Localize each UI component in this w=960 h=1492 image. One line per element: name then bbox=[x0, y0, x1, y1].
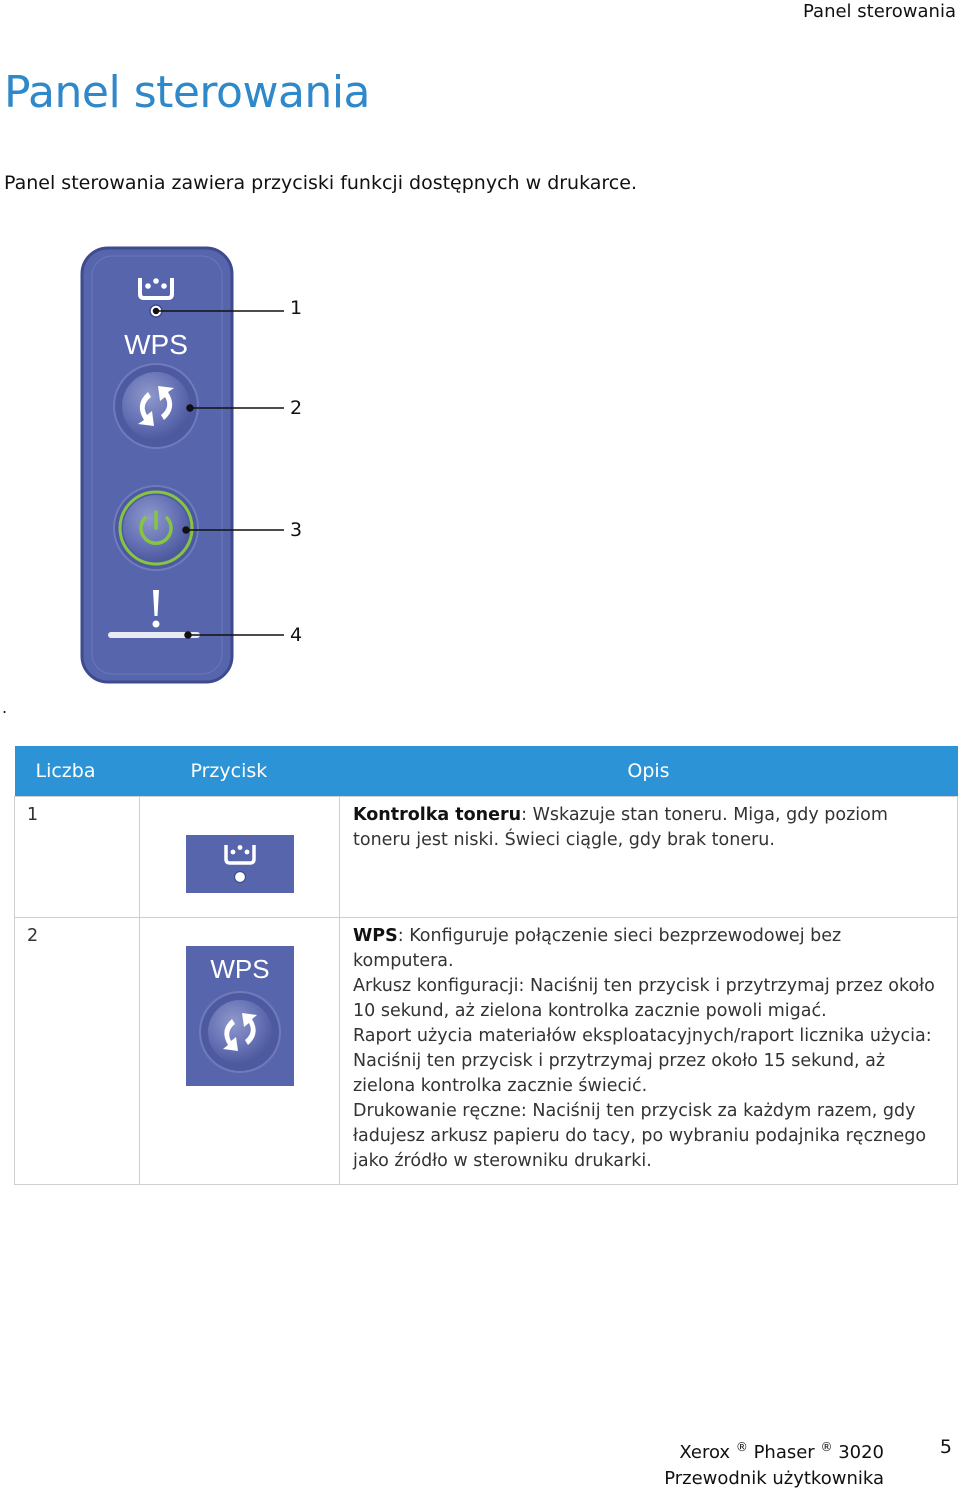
table-row bbox=[15, 918, 958, 1185]
wps-label: WPS bbox=[209, 954, 270, 984]
row-number: 1 bbox=[15, 797, 140, 918]
description-line: Kontrolka toneru: Wskazuje stan toneru. Miga, gdy poziom toneru jest niski. Świeci ciągle, gdy brak toneru. bbox=[353, 805, 888, 850]
description-line: WPS: Konfiguruje połączenie sieci bezprzewodowej bez komputera. bbox=[353, 926, 842, 971]
table-row bbox=[15, 797, 958, 918]
row-description bbox=[340, 797, 958, 918]
callout-4: 4 bbox=[290, 624, 303, 646]
wps-button-image bbox=[186, 946, 294, 1086]
column-header-button: Przycisk bbox=[140, 746, 340, 797]
stray-dot: . bbox=[2, 698, 8, 717]
toner-icon bbox=[186, 835, 294, 893]
table-header-row bbox=[15, 746, 958, 797]
row-button-image bbox=[140, 918, 340, 1185]
description-line: Arkusz konfiguracji: Naciśnij ten przycisk i przytrzymaj przez około 10 sekund, aż zielona kontrolka zacznie powoli migać. bbox=[353, 976, 935, 1021]
page-number: 5 bbox=[939, 1436, 952, 1458]
footer-product-name: Xerox ® Phaser ® 3020 bbox=[679, 1440, 884, 1463]
wps-label: WPS bbox=[124, 329, 188, 360]
callout-2: 2 bbox=[290, 397, 303, 419]
footer-guide-title: Przewodnik użytkownika bbox=[664, 1468, 884, 1489]
description-line: Drukowanie ręczne: Naciśnij ten przycisk za każdym razem, gdy ładujesz arkusz papieru do tacy, po wybraniu podajnika ręcznego jako źródło w sterowniku drukarki. bbox=[353, 1101, 927, 1171]
column-header-number: Liczba bbox=[15, 746, 140, 797]
row-number: 2 bbox=[15, 918, 140, 1185]
footer-product-info bbox=[664, 1434, 884, 1492]
callout-3: 3 bbox=[290, 519, 303, 541]
running-header: Panel sterowania bbox=[803, 1, 956, 22]
control-panel-illustration bbox=[78, 244, 318, 686]
wps-sync-icon bbox=[114, 364, 198, 448]
wps-sync-icon bbox=[200, 992, 280, 1072]
callout-1: 1 bbox=[290, 297, 303, 319]
intro-text: Panel sterowania zawiera przyciski funkcji dostępnych w drukarce. bbox=[4, 172, 637, 194]
page-title: Panel sterowania bbox=[4, 67, 370, 118]
button-description-table bbox=[14, 746, 958, 1185]
row-description bbox=[340, 918, 958, 1185]
description-line: Raport użycia materiałów eksploatacyjnych/raport licznika użycia: Naciśnij ten przycisk i przytrzymaj przez około 15 sekund, aż zielona kontrolka zacznie świecić. bbox=[353, 1026, 932, 1096]
row-button-image bbox=[140, 797, 340, 918]
control-panel-figure bbox=[78, 244, 318, 686]
column-header-description: Opis bbox=[340, 746, 958, 797]
